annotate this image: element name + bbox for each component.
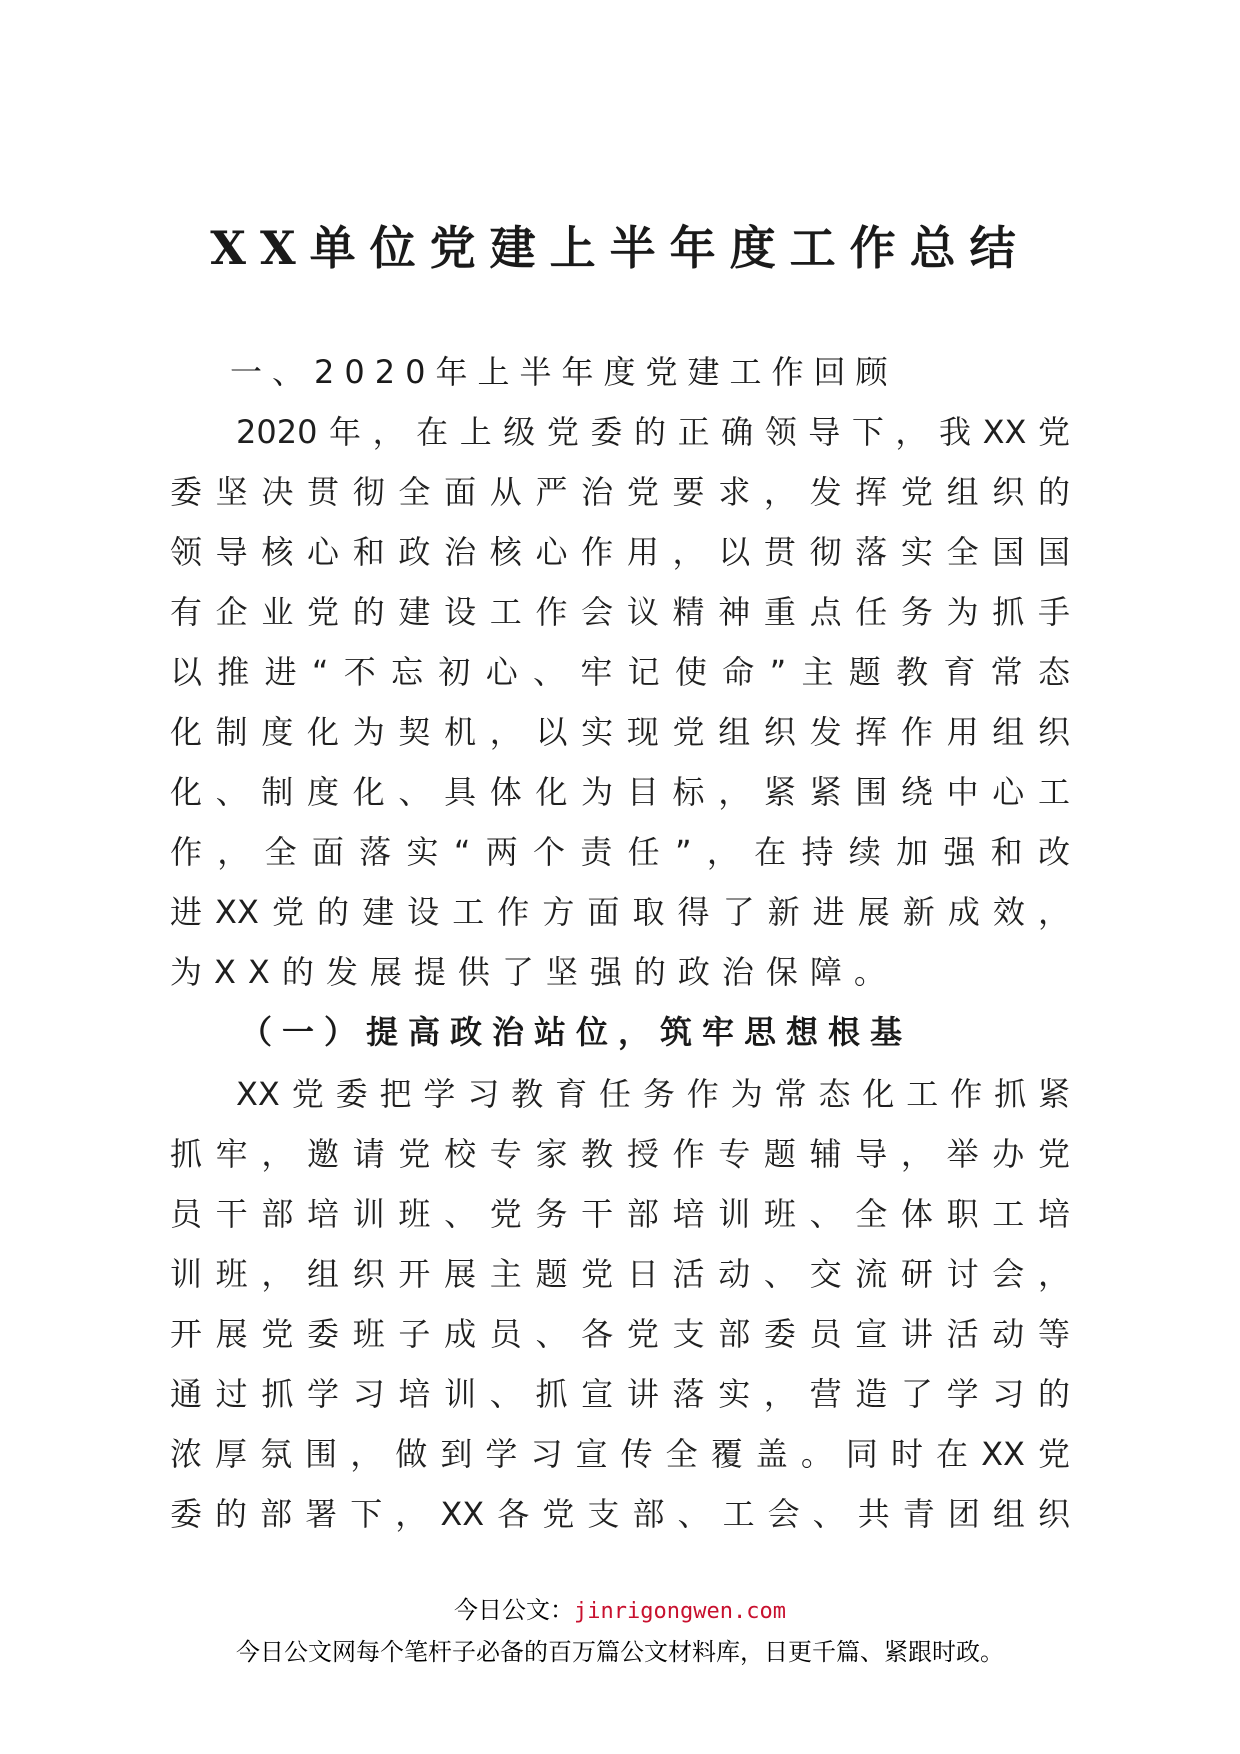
paragraph-line: 2020年，在上级党委的正确领导下，我XX党 [236, 413, 1070, 451]
paragraph-review [170, 402, 1070, 1002]
footer-site-label: 今日公文： [454, 1596, 575, 1624]
paragraph-study [170, 1064, 1070, 1544]
paragraph-line: 以推进“不忘初心、牢记使命”主题教育常态 [170, 653, 1070, 691]
paragraph-line: 作，全面落实“两个责任”，在持续加强和改 [170, 833, 1070, 871]
paragraph-line: 进XX党的建设工作方面取得了新进展新成效， [170, 893, 1070, 931]
paragraph-line: 员干部培训班、党务干部培训班、全体职工培 [170, 1195, 1070, 1233]
footer-site-url[interactable]: jinrigongwen.com [574, 1599, 786, 1624]
paragraph-line: XX党委把学习教育任务作为常态化工作抓紧 [236, 1075, 1070, 1113]
paragraph-line: 训班，组织开展主题党日活动、交流研讨会， [170, 1255, 1070, 1293]
footer-slogan: 今日公文网每个笔杆子必备的百万篇公文材料库，日更千篇、紧跟时政。 [236, 1638, 1004, 1666]
document-title: XX单位党建上半年度工作总结 [210, 221, 1030, 275]
paragraph-line: 为XX的发展提供了坚强的政治保障。 [170, 953, 898, 991]
paragraph-line: 领导核心和政治核心作用，以贯彻落实全国国 [170, 533, 1070, 571]
paragraph-line: 开展党委班子成员、各党支部委员宣讲活动等 [170, 1315, 1070, 1353]
section-heading: 一、2020年上半年度党建工作回顾 [230, 353, 898, 391]
footer-site [0, 1594, 1240, 1628]
paragraph-line: 浓厚氛围，做到学习宣传全覆盖。同时在XX党 [170, 1435, 1070, 1473]
paragraph-line: 委坚决贯彻全面从严治党要求，发挥党组织的 [170, 473, 1070, 511]
paragraph-line: 有企业党的建设工作会议精神重点任务为抓手 [170, 593, 1070, 631]
paragraph-line: 化、制度化、具体化为目标，紧紧围绕中心工 [170, 773, 1070, 811]
paragraph-line: 通过抓学习培训、抓宣讲落实，营造了学习的 [170, 1375, 1070, 1413]
paragraph-line: 抓牢，邀请党校专家教授作专题辅导，举办党 [170, 1135, 1070, 1173]
paragraph-line: 化制度化为契机，以实现党组织发挥作用组织 [170, 713, 1070, 751]
paragraph-line: 委的部署下，XX各党支部、工会、共青团组织 [170, 1495, 1070, 1533]
subsection-heading: （一）提高政治站位，筑牢思想根基 [240, 1013, 913, 1051]
